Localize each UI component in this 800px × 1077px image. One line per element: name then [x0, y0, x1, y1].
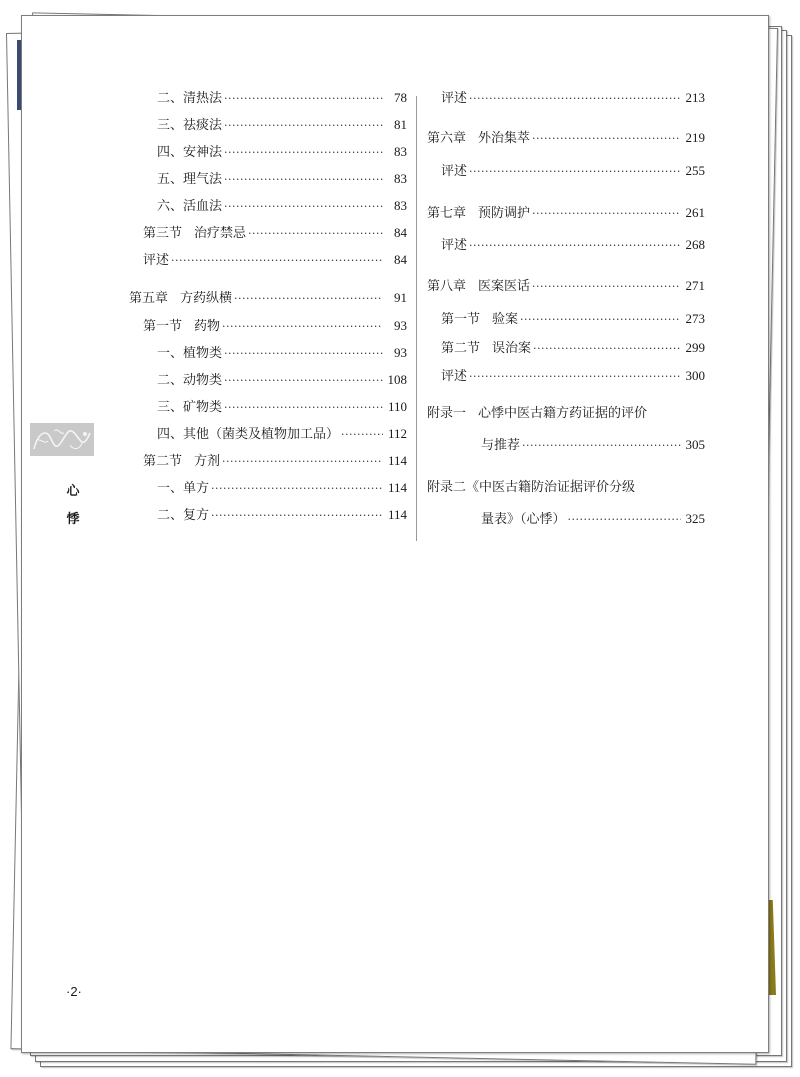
- side-book-title: [63, 478, 83, 534]
- toc-entry-label: 五、理气法: [157, 172, 223, 187]
- toc-chapter-entry[interactable]: [427, 203, 705, 223]
- toc-page-number: 273: [685, 311, 705, 326]
- toc-entry-label: 二、复方: [157, 508, 210, 523]
- toc-page-number: 110: [387, 399, 407, 414]
- toc-entry-label: 三、矿物类: [157, 400, 223, 415]
- toc-entry-label: 六、活血法: [157, 199, 223, 214]
- leader-dots: [224, 89, 383, 109]
- toc-entry-label: 第七章 预防调护: [427, 206, 531, 221]
- leader-dots: [224, 170, 383, 190]
- toc-page-number: 81: [394, 117, 407, 132]
- toc-entry[interactable]: [427, 366, 705, 386]
- toc-entry-label: 四、其他（菌类及植物加工品）: [157, 427, 340, 442]
- toc-entry[interactable]: [129, 478, 407, 498]
- toc-chapter-entry[interactable]: [129, 288, 407, 308]
- toc-entry[interactable]: [129, 424, 407, 444]
- toc-page-number: 114: [387, 507, 407, 522]
- toc-entry-label: 第一节 验案: [441, 312, 519, 327]
- toc-entry[interactable]: [129, 250, 407, 270]
- toc-entry-label: 第三节 治疗禁忌: [143, 226, 247, 241]
- toc-page-number: 84: [394, 225, 407, 240]
- toc-entry[interactable]: [129, 505, 407, 525]
- toc-page-number: 114: [387, 480, 407, 495]
- toc-page-number: 93: [394, 345, 407, 360]
- toc-page-number: 112: [387, 426, 407, 441]
- toc-appendix-continuation[interactable]: [427, 509, 705, 529]
- leader-dots: [469, 236, 681, 256]
- leader-dots: [532, 129, 681, 149]
- toc-chapter-entry[interactable]: [427, 128, 705, 148]
- toc-page-number: 93: [394, 318, 407, 333]
- leader-dots: [224, 344, 383, 364]
- leader-dots: [171, 251, 383, 271]
- toc-entry-label: 评述: [441, 238, 468, 253]
- page-number: ·2·: [66, 984, 82, 999]
- toc-entry-label: 附录二《中医古籍防治证据评价分级: [427, 480, 636, 495]
- leader-dots: [222, 317, 383, 337]
- toc-entry-label: 评述: [441, 91, 468, 106]
- toc-page-number: 213: [685, 90, 705, 105]
- dragon-ornament-icon: [30, 423, 94, 456]
- toc-page-number: 83: [394, 198, 407, 213]
- toc-entry-label: 量表》（心悸）: [481, 512, 566, 527]
- toc-entry-label: 第一节 药物: [143, 319, 221, 334]
- leader-dots: [211, 479, 383, 499]
- toc-page-number: 91: [394, 290, 407, 305]
- toc-chapter-entry[interactable]: [427, 276, 705, 296]
- toc-entry[interactable]: [129, 343, 407, 363]
- leader-dots: [469, 162, 681, 182]
- leader-dots: [222, 452, 383, 472]
- toc-page-number: 261: [685, 205, 705, 220]
- column-divider: [416, 96, 417, 541]
- toc-entry-label: 四、安神法: [157, 145, 223, 160]
- toc-entry[interactable]: [129, 196, 407, 216]
- toc-entry-label: 一、植物类: [157, 346, 223, 361]
- toc-entry[interactable]: [129, 142, 407, 162]
- toc-entry-label: 评述: [143, 253, 170, 268]
- toc-entry[interactable]: [427, 161, 705, 181]
- leader-dots: [533, 339, 681, 359]
- leader-dots: [469, 89, 681, 109]
- toc-page-number: 299: [685, 340, 705, 355]
- toc-page-number: 255: [685, 163, 705, 178]
- toc-page-number: 84: [394, 252, 407, 267]
- toc-entry[interactable]: [129, 169, 407, 189]
- toc-entry-label: 第二节 误治案: [441, 341, 532, 356]
- toc-page-number: 219: [685, 130, 705, 145]
- leader-dots: [234, 289, 383, 309]
- toc-entry-label: 第八章 医案医话: [427, 279, 531, 294]
- toc-entry[interactable]: [129, 397, 407, 417]
- toc-page-number: 300: [685, 368, 705, 383]
- toc-entry[interactable]: [129, 316, 407, 336]
- leader-dots: [532, 277, 681, 297]
- toc-entry-label: 评述: [441, 369, 468, 384]
- toc-page-number: 325: [685, 511, 705, 526]
- toc-appendix-entry[interactable]: [427, 404, 705, 424]
- toc-entry-label: 二、清热法: [157, 91, 223, 106]
- leader-dots: [224, 116, 383, 136]
- toc-entry[interactable]: [129, 451, 407, 471]
- toc-appendix-continuation[interactable]: [427, 435, 705, 455]
- side-title-char: 悸: [66, 512, 80, 527]
- leader-dots: [568, 510, 681, 530]
- toc-entry[interactable]: [427, 309, 705, 329]
- toc-entry[interactable]: [427, 88, 705, 108]
- toc-page-number: 78: [394, 90, 407, 105]
- leader-dots: [224, 398, 383, 418]
- toc-entry-label: 附录一 心悸中医古籍方药证据的评价: [427, 406, 648, 421]
- leader-dots: [224, 143, 383, 163]
- toc-entry-label: 三、祛痰法: [157, 118, 223, 133]
- toc-page: [21, 15, 769, 1053]
- toc-appendix-entry[interactable]: [427, 478, 705, 498]
- side-title-char: 心: [66, 484, 80, 499]
- leader-dots: [211, 506, 383, 526]
- toc-entry[interactable]: [129, 223, 407, 243]
- leader-dots: [224, 371, 383, 391]
- toc-entry[interactable]: [129, 115, 407, 135]
- toc-entry-label: 第五章 方药纵横: [129, 291, 233, 306]
- leader-dots: [520, 310, 681, 330]
- leader-dots: [224, 197, 383, 217]
- toc-entry[interactable]: [427, 338, 705, 358]
- leader-dots: [532, 204, 681, 224]
- toc-entry[interactable]: [129, 88, 407, 108]
- toc-page-number: 114: [387, 453, 407, 468]
- toc-entry-label: 二、动物类: [157, 373, 223, 388]
- leader-dots: [469, 367, 681, 387]
- toc-entry[interactable]: [427, 235, 705, 255]
- toc-page-number: 83: [394, 171, 407, 186]
- toc-entry[interactable]: [129, 370, 407, 390]
- leader-dots: [341, 425, 383, 445]
- toc-entry-label: 第六章 外治集萃: [427, 131, 531, 146]
- leader-dots: [248, 224, 383, 244]
- toc-entry-label: 一、单方: [157, 481, 210, 496]
- toc-page-number: 83: [394, 144, 407, 159]
- toc-page-number: 271: [685, 278, 705, 293]
- leader-dots: [522, 436, 681, 456]
- toc-entry-label: 第二节 方剂: [143, 454, 221, 469]
- toc-page-number: 108: [387, 372, 407, 387]
- toc-entry-label: 与推荐: [481, 438, 521, 453]
- toc-page-number: 268: [685, 237, 705, 252]
- toc-entry-label: 评述: [441, 164, 468, 179]
- toc-page-number: 305: [685, 437, 705, 452]
